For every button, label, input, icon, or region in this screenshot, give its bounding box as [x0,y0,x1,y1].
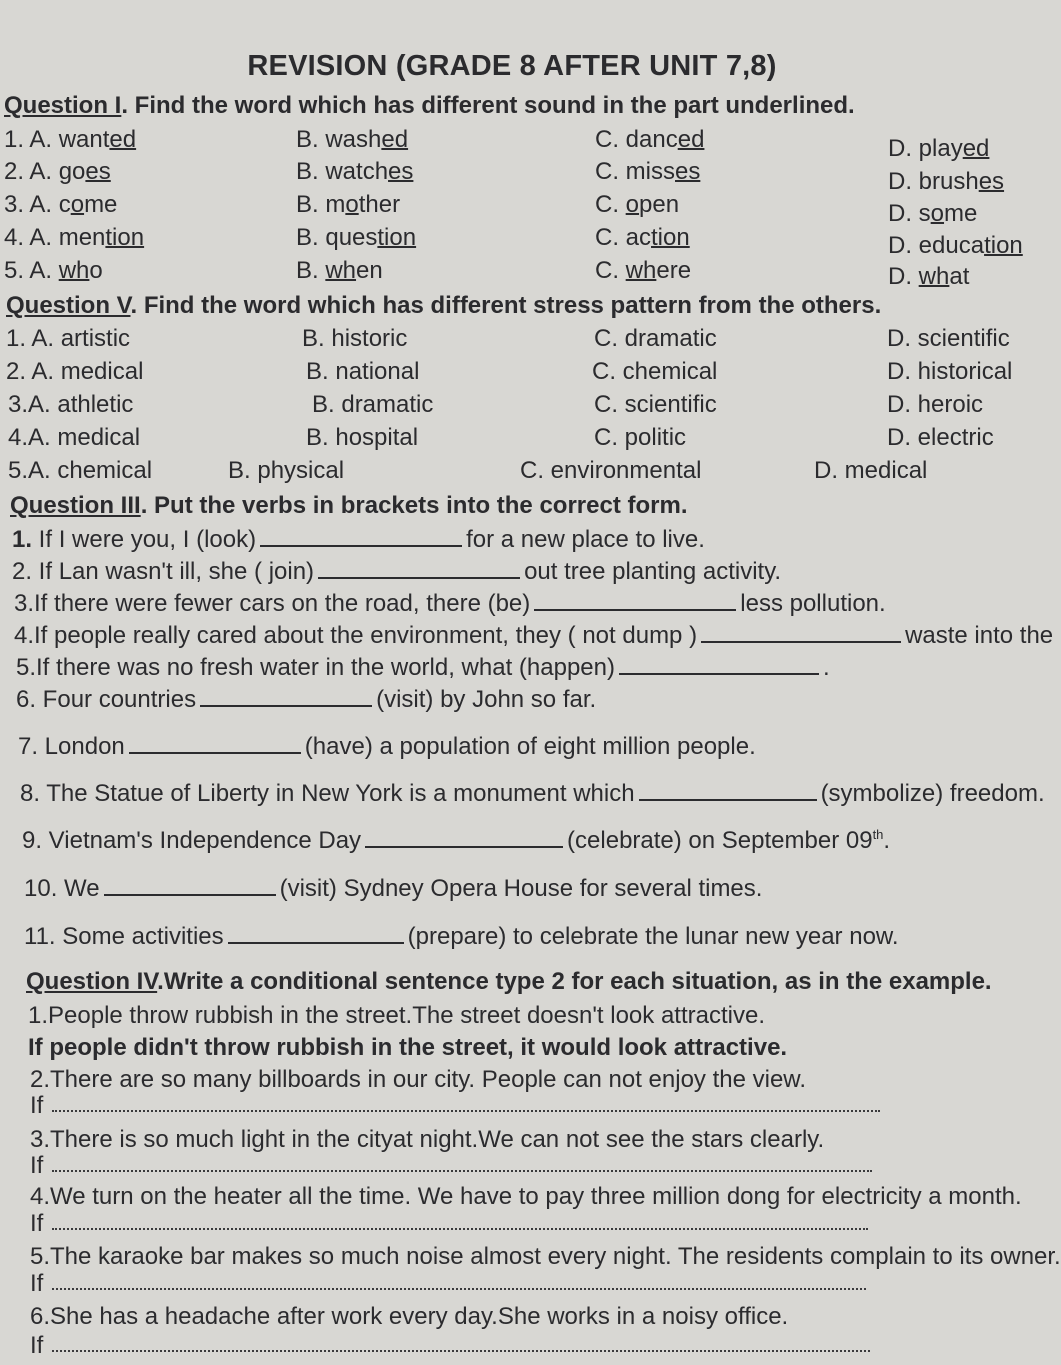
answer-blank[interactable] [260,525,462,547]
q5-option: B. historic [302,325,408,352]
if-label: If [30,1210,44,1237]
question-3-instruction: . Put the verbs in brackets into the correct form. [140,492,688,519]
q4-item-prompt: 2.There are so many billboards in our city. People can not enjoy the view. [30,1066,806,1093]
q1-option: B. when [296,257,383,284]
question-4-instruction: .Write a conditional sentence type 2 for each situation, as in the example. [157,968,992,995]
q5-option: 3.A. athletic [8,391,134,418]
q1-option: D. brushes [888,168,1005,195]
answer-blank[interactable] [639,779,817,801]
answer-line[interactable] [52,1226,868,1230]
answer-blank[interactable] [228,922,404,944]
answer-blank[interactable] [365,826,563,848]
answer-blank[interactable] [200,685,372,707]
q5-option: C. chemical [592,358,718,385]
q1-option: D. what [888,263,970,290]
question-3-number: Question III [10,492,141,519]
q3-item: 10. We (visit) Sydney Opera House for several times. [24,875,763,902]
q3-item: 11. Some activities (prepare) to celebrate the lunar new year now. [24,923,899,950]
q4-item-prompt: 4.We turn on the heater all the time. We have to pay three million dong for electricity a month. [30,1183,1022,1210]
q4-item-prompt: 5.The karaoke bar makes so much noise almost every night. The residents complain to its owner. [30,1243,1061,1270]
q1-option: 5. A. who [4,257,103,284]
q4-item-prompt: 6.She has a headache after work every day.She works in a noisy office. [30,1303,789,1330]
answer-blank[interactable] [104,874,276,896]
q4-example-prompt: 1.People throw rubbish in the street.The street doesn't look attractive. [28,1002,765,1029]
q3-item: 6. Four countries (visit) by John so far. [16,686,597,713]
q5-option: B. hospital [306,424,419,451]
q1-option: 4. A. mention [4,224,145,251]
q5-option: D. scientific [887,325,1010,352]
q1-option: B. watches [296,158,414,185]
q3-item: 8. The Statue of Liberty in New York is a monument which (symbolize) freedom. [20,780,1045,807]
q3-item: 3.If there were fewer cars on the road, there (be) less pollution. [14,590,886,617]
q4-item-prompt: 3.There is so much light in the cityat night.We can not see the stars clearly. [30,1126,825,1153]
q5-option: C. environmental [520,457,702,484]
q1-option: 3. A. come [4,191,118,218]
if-label: If [30,1092,44,1119]
q3-item: 4.If people really cared about the environment, they ( not dump ) waste into the [14,622,1054,649]
q1-option: B. washed [296,126,409,153]
answer-line[interactable] [52,1168,872,1172]
q5-option: D. electric [887,424,994,451]
q1-option: C. where [595,257,692,284]
q3-item: 1. If I were you, I (look) for a new place to live. [12,526,705,553]
if-label: If [30,1270,44,1297]
q1-option: C. misses [595,158,701,185]
q5-option: 1. A. artistic [6,325,131,352]
q1-option: D. some [888,200,978,227]
q1-option: 1. A. wanted [4,126,137,153]
q1-option: 2. A. goes [4,158,111,185]
q4-example-answer: If people didn't throw rubbish in the street, it would look attractive. [28,1034,788,1061]
q3-item: 9. Vietnam's Independence Day (celebrate) on September 09th. [22,827,891,854]
question-5-instruction: . Find the word which has different stress pattern from the others. [130,292,882,319]
if-label: If [30,1152,44,1179]
question-5-number: Question V [6,292,131,319]
answer-blank[interactable] [701,621,901,643]
q5-option: B. physical [228,457,345,484]
q5-option: D. historical [887,358,1013,385]
question-5-heading [6,292,881,320]
q5-option: C. scientific [594,391,717,418]
q1-option: C. action [595,224,690,251]
if-label: If [30,1332,44,1359]
q3-item: 7. London (have) a population of eight million people. [18,733,756,760]
q3-item: 2. If Lan wasn't ill, she ( join) out tree planting activity. [12,558,782,585]
answer-line[interactable] [52,1348,870,1352]
q5-option: D. medical [814,457,928,484]
q5-option: 5.A. chemical [8,457,153,484]
answer-blank[interactable] [534,589,736,611]
question-4-number: Question IV [26,968,158,995]
q1-option: B. question [296,224,417,251]
question-1-heading [4,92,855,120]
q5-option: B. national [306,358,420,385]
question-1-number: Question I [4,92,122,119]
answer-line[interactable] [52,1108,880,1112]
page-title: REVISION (GRADE 8 AFTER UNIT 7,8) [247,50,777,82]
q1-option: D. education [888,232,1023,259]
question-3-heading [10,492,687,520]
q5-option: 4.A. medical [8,424,141,451]
q1-option: B. mother [296,191,401,218]
q5-option: C. dramatic [594,325,717,352]
answer-blank[interactable] [619,653,819,675]
q5-option: B. dramatic [312,391,434,418]
q1-option: C. open [595,191,680,218]
question-4-heading [26,968,992,996]
q3-item: 5.If there was no fresh water in the world, what (happen) . [16,654,830,681]
answer-line[interactable] [52,1286,866,1290]
q5-option: D. heroic [887,391,984,418]
answer-blank[interactable] [318,557,520,579]
q1-option: D. played [888,135,990,162]
q1-option: C. danced [595,126,705,153]
q5-option: 2. A. medical [6,358,144,385]
answer-blank[interactable] [129,732,301,754]
question-1-instruction: . Find the word which has different sound in the part underlined. [121,92,855,119]
q5-option: C. politic [594,424,687,451]
